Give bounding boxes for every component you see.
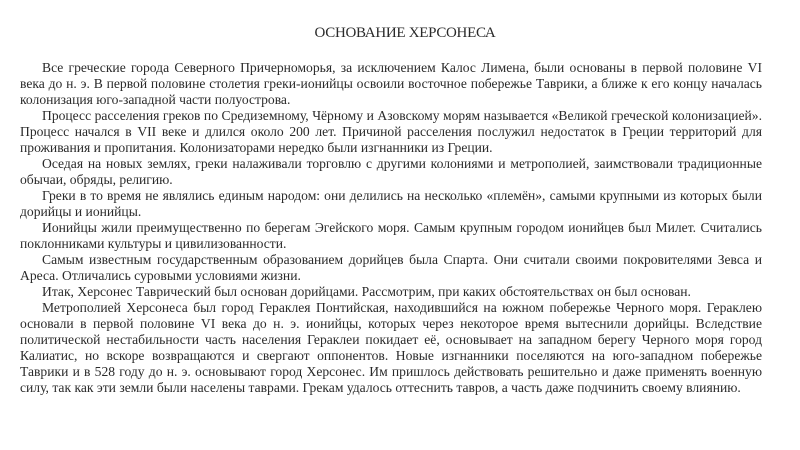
paragraph-greek-cities: Все греческие города Северного Причерноморья, за исключением Калос Лимена, были основаны в первой половине VI века до н. э. В первой половине столетия греки-ионийцы освоили восточное побережье Таврики, а ближе к его концу началась колонизация юго-западной части полуострова. [20, 60, 762, 107]
paragraph-ionians: Ионийцы жили преимущественно по берегам Эгейского моря. Самым крупным городом ионийцев был Милет. Считались поклонниками культуры и цивилизованности. [20, 220, 762, 251]
paragraph-settling: Оседая на новых землях, греки налаживали торговлю с другими колониями и метрополией, заимствовали традиционные обычаи, обряды, религию. [20, 156, 762, 187]
paragraph-colonization-process: Процесс расселения греков по Средиземному, Чёрному и Азовскому морям называется «Великой греческой колонизацией». Процесс начался в VII веке и длился около 200 лет. Причиной расселения послужил недостаток в Греции территорий для проживания и пропитания. Колонизаторами нередко были изгнанники из Греции. [20, 108, 762, 155]
paragraph-dorians: Самым известным государственным образованием дорийцев была Спарта. Они считали своими покровителями Зевса и Ареса. Отличались суровыми условиями жизни. [20, 252, 762, 283]
paragraph-tribes: Греки в то время не являлись единым народом: они делились на несколько «племён», самыми крупными из которых были дорийцы и ионийцы. [20, 188, 762, 219]
document-page [20, 24, 762, 396]
paragraph-chersonesus-founded: Итак, Херсонес Таврический был основан дорийцами. Рассмотрим, при каких обстоятельствах он был основан. [42, 284, 691, 299]
paragraph-metropolis: Метрополией Херсонеса был город Гераклея Понтийская, находившийся на южном побережье Черного моря. Гераклею основали в первой половине VI века до н. э. ионийцы, которых через некоторое время вытеснили дорийцы. Вследствие политической нестабильности часть населения Гераклеи покидает её, основывает на западном берегу Черного моря город Калиатис, но вскоре возвращаются и свергают оппонентов. Новые изгнанники поселяются на юго-западном побережье Таврики и в 528 году до н. э. основывают город Херсонес. Им пришлось действовать решительно и даже применять военную силу, так как эти земли были населены таврами. Грекам удалось оттеснить тавров, а часть даже подчинить своему влиянию. [20, 300, 762, 395]
document-title: ОСНОВАНИЕ ХЕРСОНЕСА [314, 25, 496, 41]
